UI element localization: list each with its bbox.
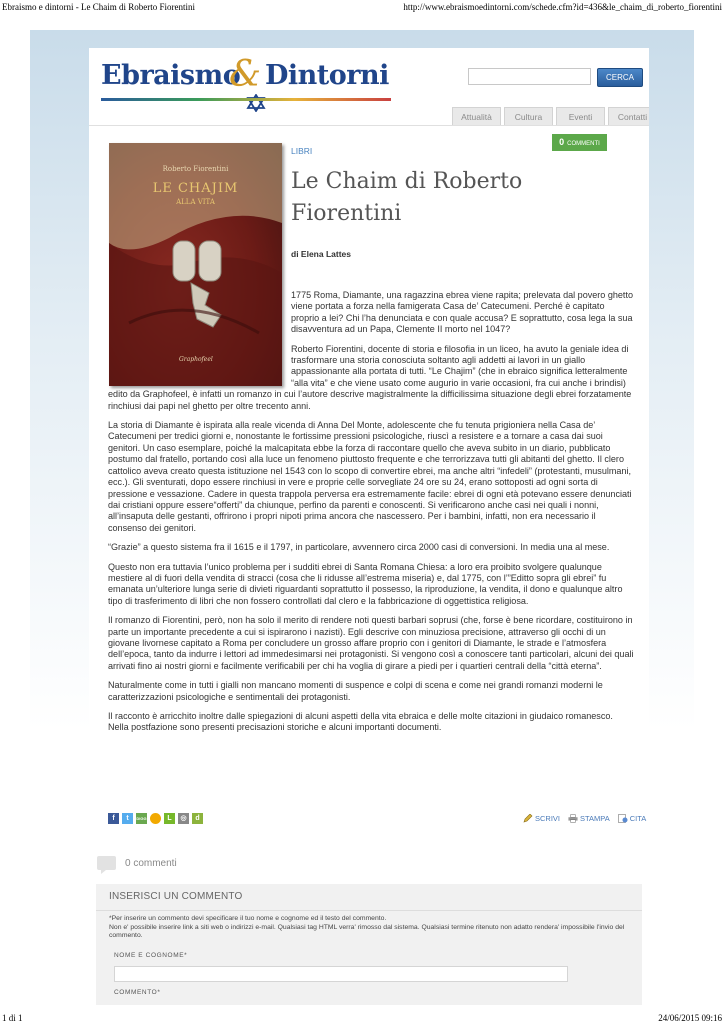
diggita-icon[interactable]: d [192,813,203,824]
twitter-icon[interactable]: t [122,813,133,824]
print-header [0,0,724,14]
comment-field-label: COMMENTO* [114,989,161,996]
article-byline: di Elena Lattes [291,249,351,259]
pencil-icon [523,814,533,823]
comment-note-line: Non e' possibile inserire link a siti web o indirizzi e-mail. Qualsiasi tag HTML verra' rimosso dal sistema. Qualsiasi termine ritenuto non adatto rendera' impossibile l'invio del commento. [109,923,625,940]
logo-text-dintorni: Dintorni [265,60,389,91]
print-header-title: Ebraismo e dintorni - Le Chaim di Roberto Fiorentini [2,2,195,12]
digg-icon[interactable]: DIGG [136,813,147,824]
main-nav [449,107,649,126]
article-actions [515,814,646,823]
write-button[interactable] [523,814,560,823]
print-footer-date: 24/06/2015 09:16 [658,1013,722,1023]
facebook-icon[interactable]: f [108,813,119,824]
comments-badge-count: 0 [559,137,565,147]
article-paragraph: Questo non era tuttavia l’unico problema per i sudditi ebrei di Santa Romana Chiesa: a loro era proibito svolgere qualunque mestiere al di fuori della vendita di stracci (cosa che li ridusse all’estrema miseria) e, dal 1775, con l’”Editto sopra gli ebrei” fu emanata un’ulteriore lunga serie di divieti riguardanti soprattutto il possesso, la riproduzione, la vendita, il dono e qualunque altro tipo di trasferimento di libri che non fossero controllati dal clero e la fabbricazione di oggettistica religiosa. [108,561,623,606]
print-header-url: http://www.ebraismoedintorni.com/schede.cfm?id=436&le_chaim_di_roberto_fiorentini [403,2,722,12]
article-paragraph: “Grazie” a questo sistema fra il 1615 e il 1797, in particolare, avvennero circa 2000 casi di conversioni. In media una al mese. [108,542,610,553]
comment-form [96,884,642,1005]
cover-publisher: Graphofeel [179,356,213,363]
cover-subtitle: ALLA VITA [176,198,215,206]
article-category[interactable]: LIBRI [291,146,313,156]
search-input[interactable] [468,68,591,85]
write-button-label: SCRIVI [535,814,561,823]
print-button-label: STAMPA [580,814,610,823]
comments-badge-label: COMMENTI [567,141,600,147]
logo-text-ebraismo: Ebraismo [101,60,241,91]
page-container [89,48,649,1005]
comment-bubble-icon [97,856,116,870]
comment-form-note [109,915,639,941]
article-paragraph: La storia di Diamante è ispirata alla reale vicenda di Anna Del Monte, adolescente che fu tenuta prigioniera nella Casa de’ Catecumeni per tredici giorni e, nonostante le fortissime pressioni psicologiche, riuscì a resistere e a tornare a casa dai suoi genitori. Un caso esemplare, poiché la malcapitata ebbe la forza di raccontare quello che aveva subito in un diario, pubblicato postumo dal fratello, portando così alla luce un fenomeno piuttosto frequente e che terrorizzava tutti gli abitanti del ghetto. Il clero cattolico aveva creato questa istituzione nel 1543 con lo scopo di convertire ebrei, ma anche altri “infedeli” (protestanti, musulmani, ecc.). Gli sventurati, dopo essere rinchiusi in vere e proprie celle sorvegliate 24 ore su 24, erano sottoposti ad ogni sorta di pressione e vessazione. Cadere in questa trappola perversa era estremamente facile: ebrei di ogni età potevano essere denunciati dai cristiani oppure essere“offerti” da chiunque, perfino da parenti e conoscenti. Si verificarono anche casi nei quali i nonni, all’insaputa delle gestanti, offrirono i propri nipoti prima ancora che nascessero. Per i bambini, infatti, non era necessario il consenso dei genitori. [108,420,632,533]
article-paragraph: 1775 Roma, Diamante, una ragazzina ebrea viene rapita; prelevata dal povero ghetto viene portata a forza nella famigerata Casa de’ Catecumeni. Perché è capitato proprio a lei? Chi l’ha denunciata e con quale accusa? E soprattutto, cosa lega la sua disavventura ad un Papa, Clemente II morto nel 1047? [291,290,633,335]
cite-icon [618,814,628,823]
comments-count-label: 0 commenti [125,858,177,869]
print-button[interactable] [568,814,610,823]
printer-icon [568,814,578,823]
comment-form-title: INSERISCI UN COMMENTO [109,891,243,902]
social-share-bar [108,813,206,827]
liquida-icon[interactable]: L [164,813,175,824]
cite-button[interactable] [618,814,647,823]
article-body [108,290,634,742]
cite-button-label: CITA [629,814,647,823]
name-field-label: NOME E COGNOME* [114,952,188,959]
cover-title: LE CHAJIM [152,181,239,196]
cover-float-spacer [108,290,291,386]
article-paragraph: Il romanzo di Fiorentini, però, non ha solo il merito di rendere noti questi barbari soprusi (che, forse è bene ricordare, costituirono in parte un importante precedente a cui si ispirarono i nazisti). Egli descrive con minuziosa precisione, attraverso gli occhi di un giovane livornese capitato a Roma per concludere un grosso affare proprio con i genitori di Diamante, le strade e l’atmosfera dell’epoca, tanto da indurre i lettori ad immedesimarsi nei protagonisti. Si vengono così a conoscere tanti particolari, alcuni dei quali arrivati fino ai nostri giorni e facilmente verificabili per chi ha voglia di girare a piedi per i quartieri centrali della “città eterna”. [108,615,634,671]
star-of-david-icon [246,94,266,112]
name-field[interactable] [114,966,568,982]
delicious-icon[interactable]: ◎ [178,813,189,824]
oknotizie-icon[interactable] [150,813,161,824]
cover-author: Roberto Fiorentini [162,165,229,173]
article-paragraph: Naturalmente come in tutti i gialli non mancano momenti di suspence e colpi di scena e come nei grandi romanzi moderni le caratterizzazioni psicologiche e sentimentali dei protagonisti. [108,680,603,702]
article-paragraph: Il racconto è arricchito inoltre dalle spiegazioni di alcuni aspetti della vita ebraica e delle molte citazioni in giudaico romanesco. Nella postfazione sono presenti precisazioni storiche e alcuni importanti documenti. [108,711,613,733]
site-logo[interactable] [101,56,391,112]
comment-note-line: *Per inserire un commento devi specificare il tuo nome e cognome ed il testo del commento. [109,915,387,922]
nav-tab-eventi[interactable]: Eventi [556,107,605,126]
nav-divider [89,125,649,126]
comments-count-badge[interactable] [552,134,607,151]
logo-ampersand: & [229,54,262,95]
comment-form-divider [96,910,642,911]
article-title: Le Chaim di Roberto Fiorentini [291,169,523,226]
search-button[interactable]: CERCA [597,68,643,87]
print-footer [0,1012,724,1024]
nav-tab-attualita[interactable]: Attualità [452,107,501,126]
logo-stripe [101,98,391,101]
nav-tab-cultura[interactable]: Cultura [504,107,553,126]
print-footer-page: 1 di 1 [2,1013,23,1023]
nav-tab-contatti[interactable]: Contatti [608,107,649,126]
article-paragraph: Roberto Fiorentini, docente di storia e filosofia in un liceo, ha avuto la geniale idea di trasformare una storia conosciuta soltanto agli addetti ai lavori in un giallo appassionante alla portata di tutti. “Le Chajim” (che in ebraico significa letteralmente “alla vita” e che viene usato come augurio in varie occasioni, fra cui anche i brindisi) edito da Graphofeel, è infatti un romanzo in cui l’autore descrive magistralmente la difficilissima situazione degli ebrei forzatamente rinchiusi dai papi nel ghetto per oltre trecento anni. [108,343,632,411]
